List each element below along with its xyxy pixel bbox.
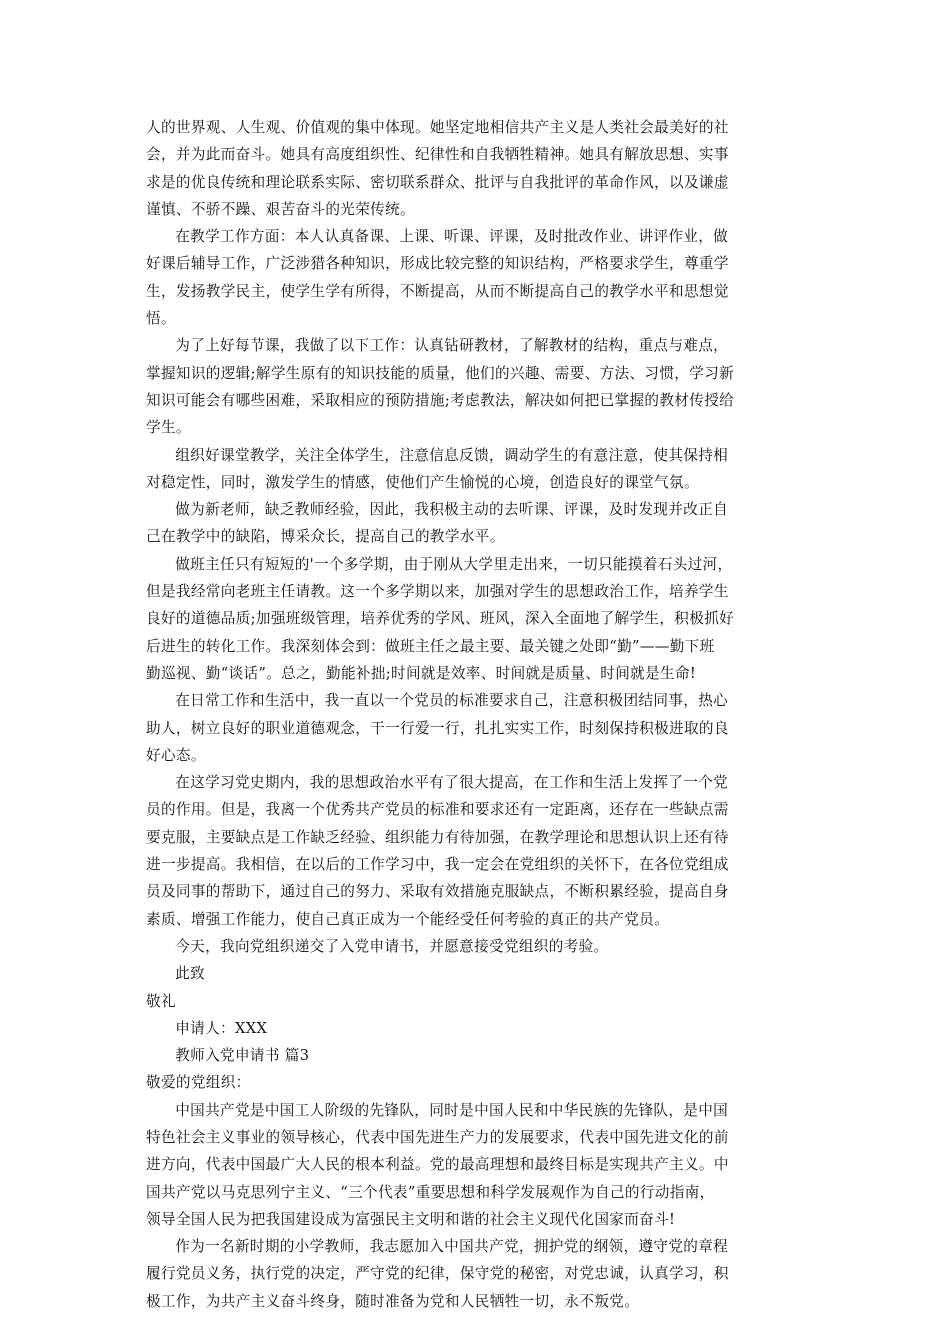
section-heading [146,1042,808,1069]
text-line: 敬爱的党组织： [146,1074,251,1092]
text-line: 教师入党申请书 篇3 [175,1047,310,1065]
text-line: 勤巡视、勤“谈话”。总之，勤能补拙;时间就是效率、时间就是质量、时间就是生命! [146,664,697,682]
text-line: 好心态。 [146,746,206,764]
paragraph-party-history [146,769,808,933]
text-line: 学生。 [146,419,191,437]
text-line: 员及同事的帮助下，通过自己的努力、采取有效措施克服缺点，不断积累经验，提高自身 [146,883,729,901]
text-line: 生，发扬教学民主，使学生学有所得，不断提高，从而不断提高自己的教学水平和思想觉 [146,282,729,300]
paragraph-new-teacher [146,496,808,551]
text-line: 今天，我向党组织递交了入党申请书，并愿意接受党组织的考验。 [175,937,609,955]
text-line: 特色社会主义事业的领导核心，代表中国先进生产力的发展要求，代表中国先进文化的前 [146,1128,729,1146]
text-line: 做为新老师，缺乏教师经验，因此，我积极主动的去听课、评课，及时发现并改正自 [175,501,729,519]
paragraph-pledge [146,1233,808,1315]
text-line: 申请人：XXX [175,1019,268,1037]
text-line: 但是我经常向老班主任请教。这一个多学期以来，加强对学生的思想政治工作，培养学生 [146,583,729,601]
text-line: 履行党员义务，执行党的决定，严守党的纪律，保守党的秘密，对党忠诚，认真学习，积 [146,1265,729,1283]
paragraph-party-intro [146,1097,808,1233]
text-line: 国共产党以马克思列宁主义、“三个代表”重要思想和科学发展观作为自己的行动指南， [146,1183,715,1201]
paragraph-daily-work [146,687,808,769]
paragraph-submission [146,933,808,960]
closing-cizhi [146,960,808,987]
paragraph-head-teacher [146,551,808,687]
text-line: 员的作用。但是，我离一个优秀共产党员的标准和要求还有一定距离，还存在一些缺点需 [146,801,729,819]
text-line: 素质、增强工作能力，使自己真正成为一个能经受任何考验的真正的共产党员。 [146,910,670,928]
text-line: 组织好课堂教学，关注全体学生，注意信息反馈，调动学生的有意注意，使其保持相 [175,446,729,464]
text-line: 求是的优良传统和理论联系实际、密切联系群众、批评与自我批评的革命作风，以及谦虚 [146,173,729,191]
text-line: 掌握知识的逻辑;解学生原有的知识技能的质量，他们的兴趣、需要、方法、习惯，学习新 [146,364,735,382]
paragraph-worldview [146,114,808,223]
closing-jingli [146,988,808,1015]
text-line: 人的世界观、人生观、价值观的集中体现。她坚定地相信共产主义是人类社会最美好的社 [146,119,729,136]
text-line: 对稳定性，同时，激发学生的情感，使他们产生愉悦的心境，创造良好的课堂气氛。 [146,473,699,491]
text-line: 后进生的转化工作。我深刻体会到：做班主任之最主要、最关键之处即“勤”——勤下班 [146,637,715,655]
text-line: 作为一名新时期的小学教师，我志愿加入中国共产党，拥护党的纲领，遵守党的章程 [175,1238,729,1256]
text-line: 谨慎、不骄不躁、艰苦奋斗的光荣传统。 [146,200,415,218]
text-line: 在日常工作和生活中，我一直以一个党员的标准要求自己，注意积极团结同事，热心 [175,692,729,710]
text-line: 中国共产党是中国工人阶级的先锋队，同时是中国人民和中华民族的先锋队，是中国 [175,1101,729,1119]
salutation [146,1069,808,1096]
text-line: 在这学习党史期内，我的思想政治水平有了很大提高，在工作和生活上发挥了一个党 [175,774,729,792]
applicant-signature [146,1015,808,1042]
text-line: 做班主任只有短短的'一个多学期，由于刚从大学里走出来，一切只能摸着石头过河， [175,555,733,573]
text-line: 助人，树立良好的职业道德观念，干一行爱一行，扎扎实实工作，时刻保持积极进取的良 [146,719,729,737]
text-line: 要克服，主要缺点是工作缺乏经验、组织能力有待加强，在教学理论和思想认识上还有待 [146,828,729,846]
paragraph-classroom [146,442,808,497]
text-line: 在教学工作方面：本人认真备课、上课、听课、评课，及时批改作业、讲评作业，做 [175,228,729,246]
text-line: 进一步提高。我相信，在以后的工作学习中，我一定会在党组织的关怀下，在各位党组成 [146,856,729,874]
paragraph-teaching-work [146,223,808,332]
text-line: 会，并为此而奋斗。她具有高度组织性、纪律性和自我牺牲精神。她具有解放思想、实事 [146,146,729,164]
text-line: 良好的道德品质;加强班级管理，培养优秀的学风、班风，深入全面地了解学生，积极抓好 [146,610,735,628]
text-line: 领导全国人民为把我国建设成为富强民主文明和谐的社会主义现代化国家而奋斗! [146,1210,676,1228]
text-line: 知识可能会有哪些困难，采取相应的预防措施;考虑教法，解决如何把已掌握的教材传授给 [146,391,735,409]
text-line: 极工作，为共产主义奋斗终身，随时准备为党和人民牺牲一切，永不叛党。 [146,1292,640,1310]
text-line: 进方向，代表中国最广大人民的根本利益。党的最高理想和最终目标是实现共产主义。中 [146,1156,729,1174]
paragraph-lesson-prep [146,332,808,441]
text-line: 好课后辅导工作，广泛涉猎各种知识，形成比较完整的知识结构，严格要求学生，尊重学 [146,255,729,273]
document-body [146,114,808,1315]
text-line: 己在教学中的缺陷，博采众长，提高自己的教学水平。 [146,528,505,546]
text-line: 为了上好每节课，我做了以下工作：认真钻研教材，了解教材的结构，重点与难点， [175,337,729,355]
text-line: 悟。 [146,310,176,328]
text-line: 此致 [175,965,206,983]
text-line: 敬礼 [146,992,176,1010]
